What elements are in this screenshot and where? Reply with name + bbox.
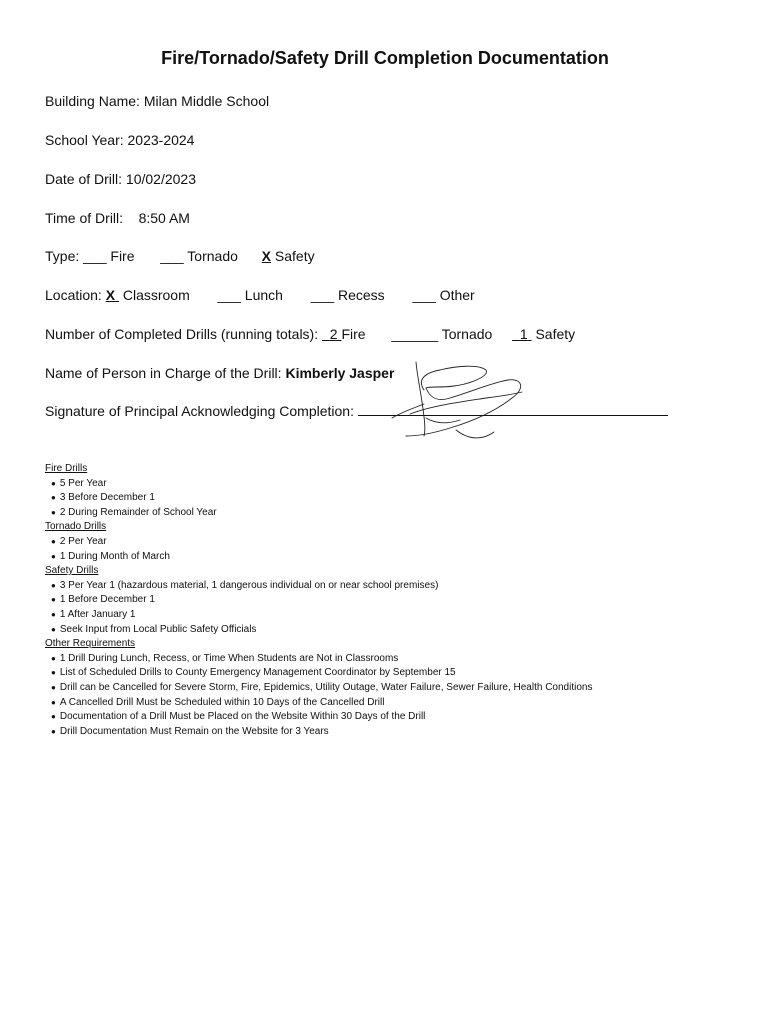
location-row xyxy=(45,287,475,303)
list-item: ● List of Scheduled Drills to County Emergency Management Coordinator by September 15 xyxy=(45,666,592,681)
list-item: ● Documentation of a Drill Must be Placed on the Website Within 30 Days of the Drill xyxy=(45,710,592,725)
person-name: Kimberly Jasper xyxy=(285,365,395,381)
location-classroom: Classroom xyxy=(122,287,190,303)
building-name: Building Name: Milan Middle School xyxy=(45,93,270,109)
date-of-drill: Date of Drill: 10/02/2023 xyxy=(45,171,196,187)
location-label: Location: xyxy=(45,287,102,303)
drill-type-row xyxy=(45,248,315,264)
completed-tornado-blank: ______ xyxy=(391,326,439,342)
list-item: ● 2 During Remainder of School Year xyxy=(45,506,592,521)
safety-drills-header: Safety Drills xyxy=(45,565,99,577)
principal-signature-row xyxy=(45,403,668,419)
type-tornado-mark: ___ xyxy=(160,248,184,264)
list-item: ● 3 Before December 1 xyxy=(45,491,592,506)
school-year: School Year: 2023-2024 xyxy=(45,132,195,148)
type-tornado: Tornado xyxy=(187,248,238,264)
completed-safety: Safety xyxy=(535,326,576,342)
person-in-charge-row xyxy=(45,365,394,381)
signature-label: Signature of Principal Acknowledging Completion: xyxy=(45,403,354,419)
list-item: ● Drill Documentation Must Remain on the Website for 3 Years xyxy=(45,725,592,740)
type-label: Type: xyxy=(45,248,80,264)
completed-drills-row xyxy=(45,326,575,342)
list-item: ● 2 Per Year xyxy=(45,535,592,550)
drill-requirements xyxy=(45,462,592,739)
other-requirements-header: Other Requirements xyxy=(45,638,136,650)
page-title: Fire/Tornado/Safety Drill Completion Documentation xyxy=(161,48,609,68)
completed-label: Number of Completed Drills (running totals): xyxy=(45,326,319,342)
type-safety: Safety xyxy=(274,248,315,264)
tornado-drills-header: Tornado Drills xyxy=(45,521,107,533)
location-lunch: Lunch xyxy=(244,287,283,303)
time-of-drill: Time of Drill: 8:50 AM xyxy=(45,210,190,226)
list-item: ● 1 Before December 1 xyxy=(45,593,592,608)
list-item: ● 5 Per Year xyxy=(45,477,592,492)
person-label: Name of Person in Charge of the Drill: xyxy=(45,365,282,381)
location-other-mark: ___ xyxy=(412,287,436,303)
completed-fire-count: 2 xyxy=(329,326,338,342)
location-lunch-mark: ___ xyxy=(217,287,241,303)
handwritten-signature xyxy=(390,358,550,448)
location-classroom-mark: X xyxy=(105,287,116,303)
list-item: ● 1 Drill During Lunch, Recess, or Time When Students are Not in Classrooms xyxy=(45,652,592,667)
list-item: ● Seek Input from Local Public Safety Officials xyxy=(45,623,592,638)
type-fire-mark: ___ xyxy=(83,248,107,264)
list-item: ● 3 Per Year 1 (hazardous material, 1 dangerous individual on or near school premises) xyxy=(45,579,592,594)
type-safety-mark: X xyxy=(261,248,272,264)
location-recess-mark: ___ xyxy=(310,287,335,303)
location-recess: Recess xyxy=(337,287,385,303)
location-other: Other xyxy=(439,287,475,303)
list-item: ● 1 After January 1 xyxy=(45,608,592,623)
type-fire: Fire xyxy=(110,248,135,264)
list-item: ● 1 During Month of March xyxy=(45,550,592,565)
completed-tornado: Tornado xyxy=(441,326,493,342)
list-item: ● A Cancelled Drill Must be Scheduled within 10 Days of the Cancelled Drill xyxy=(45,696,592,711)
fire-drills-header: Fire Drills xyxy=(45,463,88,474)
completed-fire: Fire xyxy=(341,326,366,342)
completed-safety-count: 1 xyxy=(519,326,528,342)
list-item: ● Drill can be Cancelled for Severe Storm, Fire, Epidemics, Utility Outage, Water Failure, Sewer Failure, Health Conditions xyxy=(45,681,592,696)
